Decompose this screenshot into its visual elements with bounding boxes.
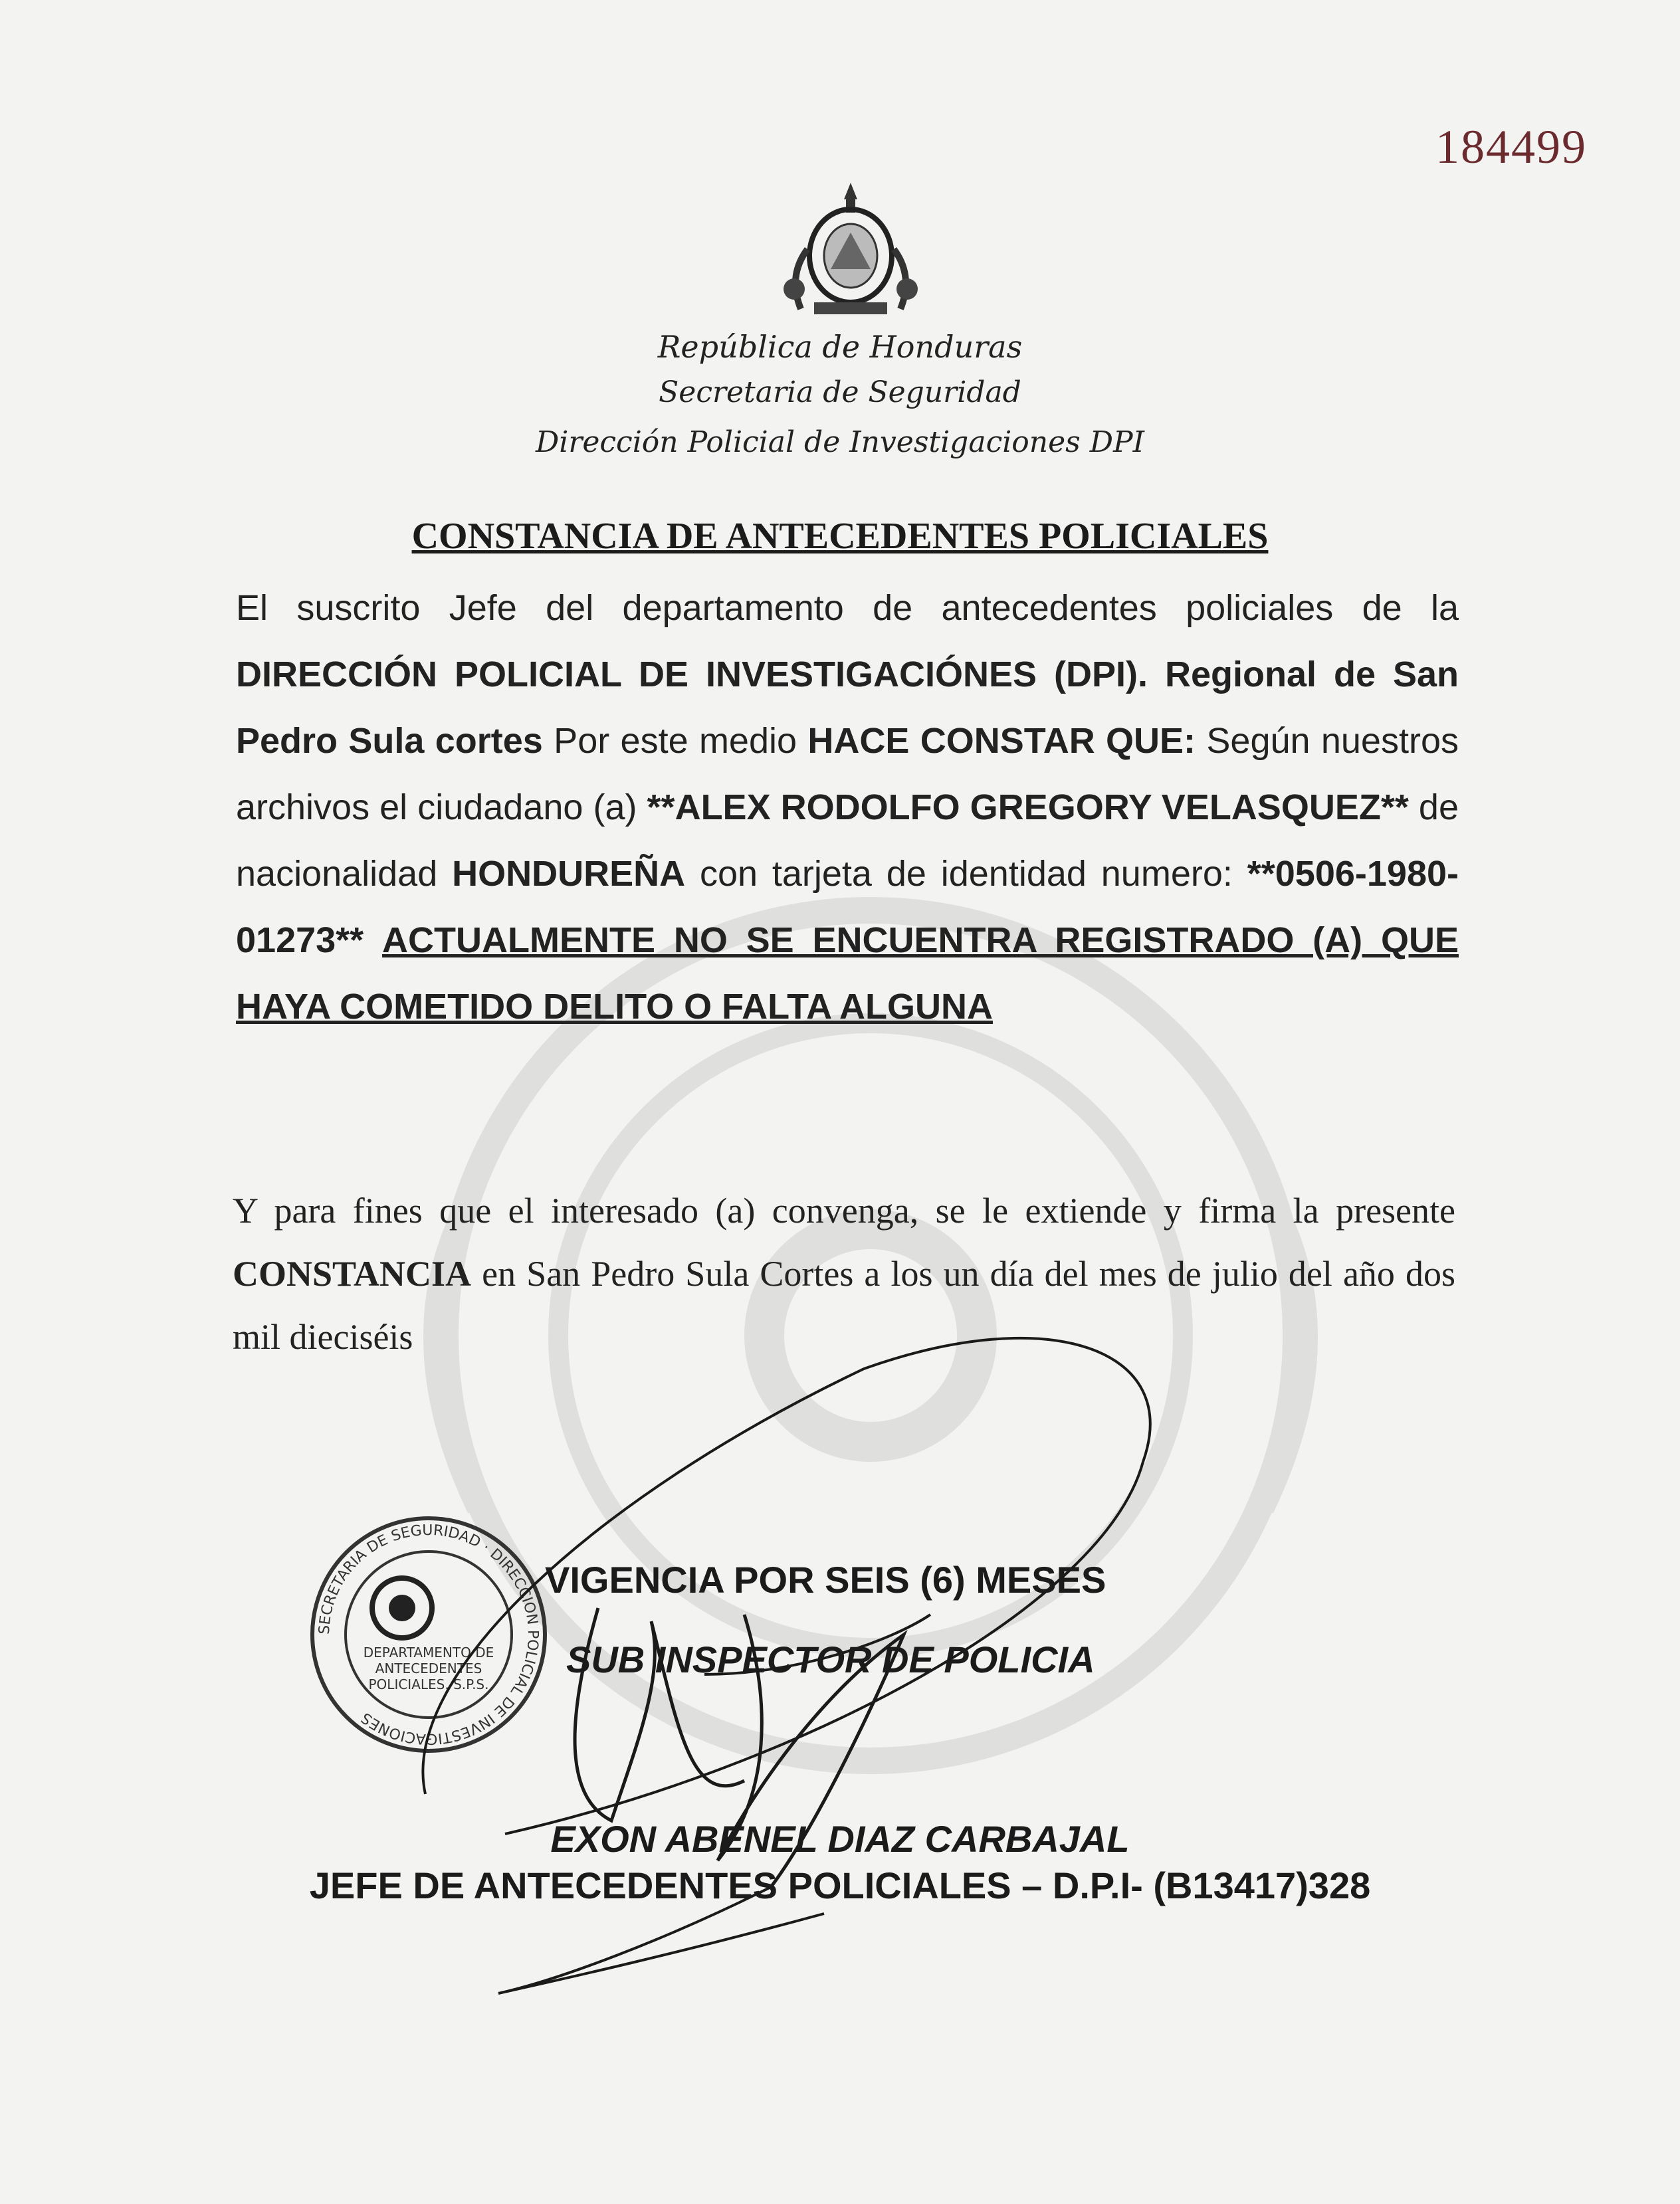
body-agency: DIRECCIÓN POLICIAL DE INVESTIGACIÓNES (DPI). Regional de San Pedro Sula cortes: [236, 654, 1459, 761]
stamp-inner-text: DEPARTAMENTO DE ANTECEDENTES POLICIALES. S.P.S.: [363, 1645, 494, 1692]
serial-number: 184499: [1435, 120, 1587, 173]
handwritten-signature: [399, 1329, 1196, 2027]
certificate-body: [236, 575, 1459, 1040]
body-nacionalidad: de nacionalidad: [236, 787, 1459, 894]
stamp-outer-text: SECRETARIA DE SEGURIDAD · DIRECCION POLICIAL DE INVESTIGACIONES: [316, 1522, 542, 1748]
signer-name: EXON ABENEL DIAZ CARBAJAL: [550, 1818, 1130, 1860]
validity-period: VIGENCIA POR SEIS (6) MESES: [545, 1559, 1106, 1601]
header-directorate: Dirección Policial de Investigaciones DPI: [535, 425, 1144, 459]
closing-part2: en San Pedro Sula Cortes a los un día del mes de julio del año dos mil dieciséis: [233, 1254, 1456, 1357]
closing-part1: Y para fines que el interesado (a) convenga, se le extiende y firma la presente: [233, 1191, 1455, 1231]
document-title: CONSTANCIA DE ANTECEDENTES POLICIALES: [411, 516, 1269, 557]
citizen-name: **ALEX RODOLFO GREGORY VELASQUEZ**: [647, 787, 1409, 827]
record-statement: ACTUALMENTE NO SE ENCUENTRA REGISTRADO (A) QUE HAYA COMETIDO DELITO O FALTA ALGUNA: [236, 920, 1459, 1027]
body-intro: El suscrito Jefe del departamento de antecedentes policiales de la: [236, 588, 1459, 628]
nationality: HONDUREÑA: [452, 854, 686, 894]
body-hace-constar: HACE CONSTAR QUE:: [807, 721, 1196, 761]
id-number: **0506-1980-01273**: [236, 854, 1459, 960]
officer-rank: SUB INSPECTOR DE POLICIA: [566, 1639, 1095, 1680]
body-tarjeta: con tarjeta de identidad numero:: [699, 854, 1233, 894]
closing-keyword: CONSTANCIA: [233, 1254, 472, 1294]
header-secretariat: Secretaria de Seguridad: [659, 375, 1021, 409]
body-medio: Por este medio: [554, 721, 797, 761]
signer-title: JEFE DE ANTECEDENTES POLICIALES – D.P.I- (B13417)328: [309, 1864, 1371, 1906]
header-country: República de Honduras: [657, 329, 1023, 365]
body-segun: Según nuestros archivos el ciudadano (a): [236, 721, 1459, 827]
coat-of-arms-icon: [774, 176, 927, 336]
